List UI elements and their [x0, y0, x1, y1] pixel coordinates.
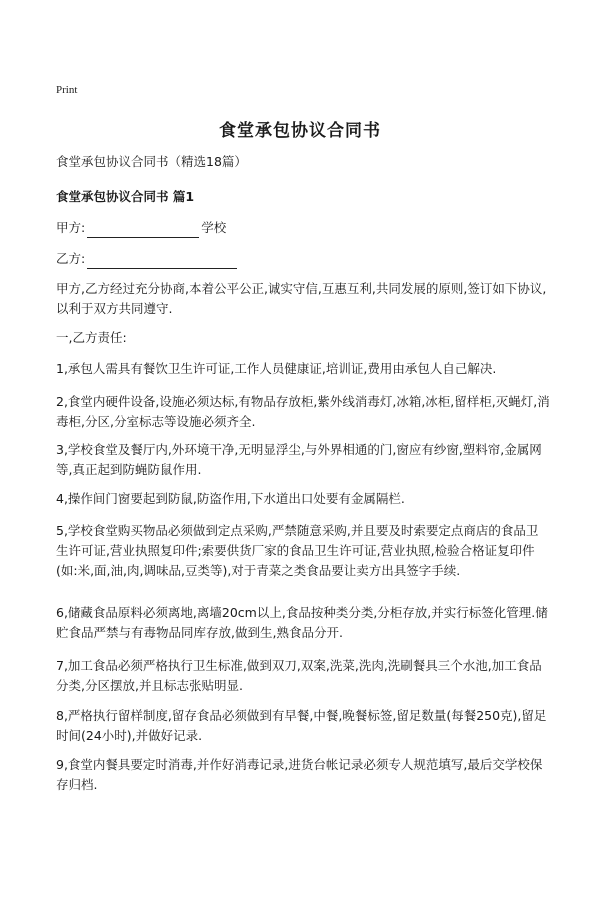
- list-item: 8,严格执行留样制度,留存食品必须做到有早餐,中餐,晚餐标签,留足数量(每餐250克),留足时间(24小时),并做好记录.: [56, 708, 547, 743]
- party-b-line: [56, 249, 550, 269]
- party-a-line: [56, 218, 550, 238]
- section-title: 食堂承包协议合同书 篇1: [56, 189, 195, 204]
- document-title: 食堂承包协议合同书: [219, 121, 381, 141]
- party-a-label: 甲方:: [56, 220, 86, 235]
- party-a-suffix: 学校: [201, 220, 227, 235]
- party-b-blank: [87, 254, 237, 269]
- duty-heading: 一,乙方责任:: [56, 330, 127, 345]
- party-a-blank: [87, 223, 199, 238]
- list-item: 5,学校食堂购买物品必须做到定点采购,严禁随意采购,并且要及时索要定点商店的食品卫生许可证,营业执照复印件;索要供货厂家的食品卫生许可证,营业执照,检验合格证复印件(如:米,面,油,肉,调味品,豆类等),对于青菜之类食品要让卖方出具签字手续.: [56, 523, 539, 578]
- list-item: 2,食堂内硬件设备,设施必须达标,有物品存放柜,紫外线消毒灯,冰箱,冰柜,留样柜,灭蝇灯,消毒柜,分区,分室标志等设施必须齐全.: [56, 394, 550, 429]
- party-b-label: 乙方:: [56, 251, 86, 266]
- print-label: Print: [56, 84, 78, 96]
- list-item: 4,操作间门窗要起到防鼠,防盗作用,下水道出口处要有金属隔栏.: [56, 491, 405, 506]
- list-item: 7,加工食品必须严格执行卫生标准,做到双刀,双案,洗菜,洗肉,洗刷餐具三个水池,加工食品分类,分区摆放,并且标志张贴明显.: [56, 658, 542, 693]
- document-subtitle: 食堂承包协议合同书（精选18篇）: [56, 154, 247, 169]
- intro-paragraph: 甲方,乙方经过充分协商,本着公平公正,诚实守信,互惠互利,共同发展的原则,签订如下协议,以利于双方共同遵守.: [56, 281, 547, 316]
- list-item: 3,学校食堂及餐厅内,外环境干净,无明显浮尘,与外界相通的门,窗应有纱窗,塑料帘,金属网等,真正起到防蝇防鼠作用.: [56, 442, 542, 477]
- list-item: 9,食堂内餐具要定时消毒,并作好消毒记录,进货台帐记录必须专人规范填写,最后交学校保存归档.: [56, 757, 543, 792]
- list-item: 1,承包人需具有餐饮卫生许可证,工作人员健康证,培训证,费用由承包人自己解决.: [56, 361, 497, 376]
- list-item: 6,储藏食品原料必须离地,离墙20cm以上,食品按种类分类,分柜存放,并实行标签化管理.储贮食品严禁与有毒物品同库存放,做到生,熟食品分开.: [56, 605, 548, 640]
